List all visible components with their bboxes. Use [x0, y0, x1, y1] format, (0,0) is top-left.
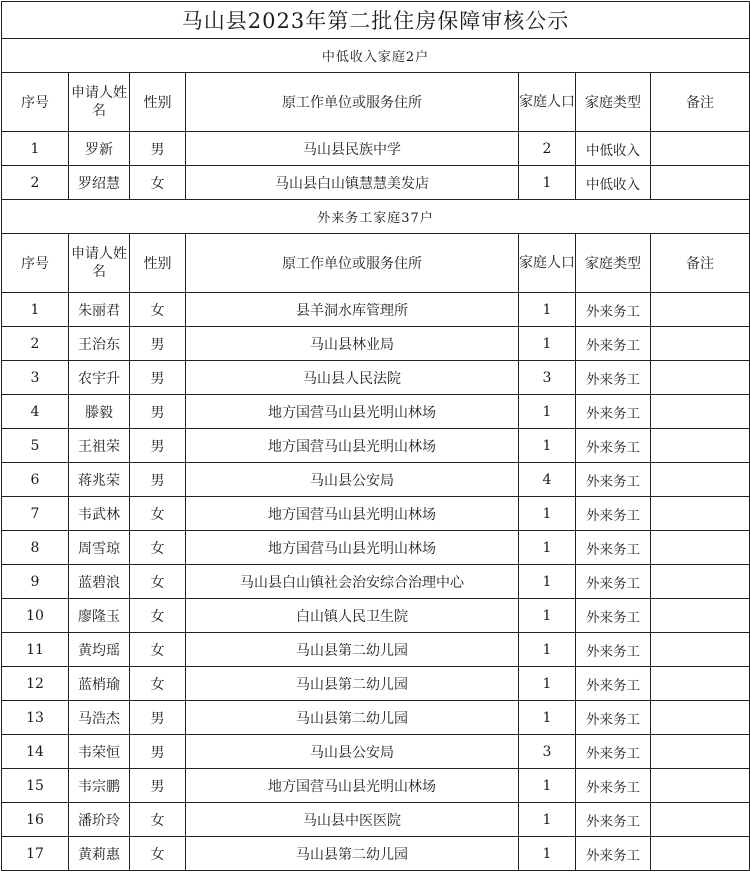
cell-gender: 女 [130, 803, 186, 837]
cell-type: 外来务工 [576, 497, 651, 531]
cell-type: 外来务工 [576, 327, 651, 361]
cell-size: 1 [519, 667, 576, 701]
section-label: 中低收入家庭2户 [2, 39, 750, 73]
table-row [2, 633, 750, 667]
table-row [2, 735, 750, 769]
column-header-seq: 序号 [2, 234, 69, 293]
cell-size: 1 [519, 803, 576, 837]
cell-type: 外来务工 [576, 837, 651, 871]
cell-note [651, 166, 750, 200]
cell-size: 1 [519, 701, 576, 735]
section-header-row [2, 200, 750, 234]
cell-unit: 马山县人民法院 [186, 361, 519, 395]
cell-gender: 女 [130, 531, 186, 565]
cell-unit: 马山县第二幼儿园 [186, 633, 519, 667]
column-header-size: 家庭人口 [519, 73, 576, 132]
cell-seq: 17 [2, 837, 69, 871]
cell-unit: 马山县公安局 [186, 463, 519, 497]
cell-seq: 2 [2, 166, 69, 200]
cell-type: 外来务工 [576, 565, 651, 599]
cell-note [651, 463, 750, 497]
cell-type: 外来务工 [576, 293, 651, 327]
cell-type: 中低收入 [576, 132, 651, 166]
table-row [2, 531, 750, 565]
cell-size: 1 [519, 395, 576, 429]
cell-type: 外来务工 [576, 395, 651, 429]
cell-name: 黄莉惠 [69, 837, 130, 871]
section-header-row [2, 39, 750, 73]
cell-type: 外来务工 [576, 803, 651, 837]
cell-gender: 女 [130, 667, 186, 701]
cell-unit: 地方国营马山县光明山林场 [186, 769, 519, 803]
cell-name: 罗新 [69, 132, 130, 166]
cell-name: 韦宗鹏 [69, 769, 130, 803]
cell-note [651, 497, 750, 531]
cell-name: 韦武林 [69, 497, 130, 531]
cell-size: 1 [519, 293, 576, 327]
cell-note [651, 395, 750, 429]
cell-size: 1 [519, 166, 576, 200]
cell-type: 外来务工 [576, 599, 651, 633]
cell-name: 农宇升 [69, 361, 130, 395]
cell-type: 外来务工 [576, 701, 651, 735]
cell-seq: 3 [2, 361, 69, 395]
cell-unit: 地方国营马山县光明山林场 [186, 395, 519, 429]
cell-gender: 女 [130, 293, 186, 327]
column-header-unit: 原工作单位或服务住所 [186, 234, 519, 293]
cell-seq: 10 [2, 599, 69, 633]
column-header-row [2, 234, 750, 293]
cell-size: 1 [519, 327, 576, 361]
cell-gender: 男 [130, 327, 186, 361]
column-header-type: 家庭类型 [576, 73, 651, 132]
cell-gender: 女 [130, 599, 186, 633]
cell-size: 4 [519, 463, 576, 497]
cell-unit: 马山县民族中学 [186, 132, 519, 166]
cell-note [651, 293, 750, 327]
cell-name: 滕毅 [69, 395, 130, 429]
cell-seq: 2 [2, 327, 69, 361]
cell-name: 周雪琼 [69, 531, 130, 565]
table-row [2, 463, 750, 497]
cell-size: 3 [519, 361, 576, 395]
cell-name: 王治东 [69, 327, 130, 361]
cell-type: 外来务工 [576, 463, 651, 497]
table-row [2, 599, 750, 633]
cell-type: 外来务工 [576, 667, 651, 701]
cell-size: 1 [519, 837, 576, 871]
cell-gender: 男 [130, 735, 186, 769]
cell-unit: 马山县白山镇慧慧美发店 [186, 166, 519, 200]
cell-note [651, 531, 750, 565]
column-header-note: 备注 [651, 234, 750, 293]
cell-gender: 男 [130, 361, 186, 395]
cell-size: 1 [519, 769, 576, 803]
cell-name: 王祖荣 [69, 429, 130, 463]
page-title: 马山县2023年第二批住房保障审核公示 [2, 2, 750, 39]
cell-size: 1 [519, 531, 576, 565]
cell-seq: 16 [2, 803, 69, 837]
cell-unit: 马山县公安局 [186, 735, 519, 769]
column-header-note: 备注 [651, 73, 750, 132]
cell-gender: 女 [130, 633, 186, 667]
cell-unit: 马山县林业局 [186, 327, 519, 361]
cell-type: 外来务工 [576, 769, 651, 803]
cell-unit: 马山县第二幼儿园 [186, 667, 519, 701]
cell-type: 外来务工 [576, 633, 651, 667]
cell-seq: 4 [2, 395, 69, 429]
cell-seq: 7 [2, 497, 69, 531]
column-header-type: 家庭类型 [576, 234, 651, 293]
cell-note [651, 327, 750, 361]
cell-note [651, 769, 750, 803]
cell-seq: 6 [2, 463, 69, 497]
table-row [2, 837, 750, 871]
table-row [2, 701, 750, 735]
cell-unit: 马山县第二幼儿园 [186, 701, 519, 735]
cell-note [651, 132, 750, 166]
cell-size: 1 [519, 633, 576, 667]
cell-name: 潘玠玲 [69, 803, 130, 837]
table-row [2, 361, 750, 395]
cell-gender: 女 [130, 565, 186, 599]
cell-note [651, 599, 750, 633]
cell-name: 蓝碧浪 [69, 565, 130, 599]
table-row [2, 395, 750, 429]
cell-size: 2 [519, 132, 576, 166]
cell-note [651, 565, 750, 599]
cell-size: 1 [519, 497, 576, 531]
cell-unit: 地方国营马山县光明山林场 [186, 531, 519, 565]
cell-unit: 地方国营马山县光明山林场 [186, 429, 519, 463]
cell-note [651, 803, 750, 837]
cell-seq: 15 [2, 769, 69, 803]
cell-gender: 女 [130, 497, 186, 531]
cell-seq: 1 [2, 293, 69, 327]
cell-note [651, 633, 750, 667]
table-row [2, 293, 750, 327]
cell-name: 马浩杰 [69, 701, 130, 735]
table-row [2, 327, 750, 361]
cell-seq: 5 [2, 429, 69, 463]
cell-note [651, 735, 750, 769]
cell-name: 蒋兆荣 [69, 463, 130, 497]
cell-seq: 9 [2, 565, 69, 599]
column-header-name: 申请人姓名 [69, 234, 130, 293]
cell-size: 1 [519, 565, 576, 599]
cell-note [651, 429, 750, 463]
cell-gender: 男 [130, 769, 186, 803]
column-header-row [2, 73, 750, 132]
cell-seq: 11 [2, 633, 69, 667]
cell-gender: 男 [130, 132, 186, 166]
column-header-size: 家庭人口 [519, 234, 576, 293]
cell-unit: 马山县第二幼儿园 [186, 837, 519, 871]
cell-unit: 白山镇人民卫生院 [186, 599, 519, 633]
cell-size: 3 [519, 735, 576, 769]
cell-gender: 男 [130, 429, 186, 463]
column-header-unit: 原工作单位或服务住所 [186, 73, 519, 132]
cell-unit: 马山县中医医院 [186, 803, 519, 837]
table-row [2, 429, 750, 463]
cell-seq: 13 [2, 701, 69, 735]
cell-note [651, 701, 750, 735]
cell-seq: 8 [2, 531, 69, 565]
section-label: 外来务工家庭37户 [2, 200, 750, 234]
column-header-seq: 序号 [2, 73, 69, 132]
cell-gender: 男 [130, 395, 186, 429]
cell-seq: 1 [2, 132, 69, 166]
column-header-gender: 性别 [130, 234, 186, 293]
cell-name: 朱丽君 [69, 293, 130, 327]
table-row [2, 132, 750, 166]
cell-name: 廖隆玉 [69, 599, 130, 633]
cell-unit: 县羊洞水库管理所 [186, 293, 519, 327]
column-header-gender: 性别 [130, 73, 186, 132]
cell-note [651, 667, 750, 701]
cell-gender: 女 [130, 837, 186, 871]
cell-type: 外来务工 [576, 361, 651, 395]
table-row [2, 565, 750, 599]
column-header-name: 申请人姓名 [69, 73, 130, 132]
cell-note [651, 837, 750, 871]
cell-type: 中低收入 [576, 166, 651, 200]
cell-name: 韦荣恒 [69, 735, 130, 769]
cell-note [651, 361, 750, 395]
cell-gender: 男 [130, 463, 186, 497]
cell-unit: 马山县白山镇社会治安综合治理中心 [186, 565, 519, 599]
housing-approval-table [1, 1, 750, 871]
cell-seq: 12 [2, 667, 69, 701]
table-row [2, 769, 750, 803]
cell-size: 1 [519, 429, 576, 463]
cell-name: 罗绍慧 [69, 166, 130, 200]
cell-unit: 地方国营马山县光明山林场 [186, 497, 519, 531]
cell-type: 外来务工 [576, 429, 651, 463]
table-row [2, 667, 750, 701]
cell-name: 蓝梢瑜 [69, 667, 130, 701]
cell-size: 1 [519, 599, 576, 633]
title-row [2, 2, 750, 39]
cell-seq: 14 [2, 735, 69, 769]
cell-gender: 男 [130, 701, 186, 735]
table-row [2, 803, 750, 837]
table-row [2, 497, 750, 531]
cell-name: 黄均瑶 [69, 633, 130, 667]
table-row [2, 166, 750, 200]
cell-gender: 女 [130, 166, 186, 200]
cell-type: 外来务工 [576, 531, 651, 565]
cell-type: 外来务工 [576, 735, 651, 769]
